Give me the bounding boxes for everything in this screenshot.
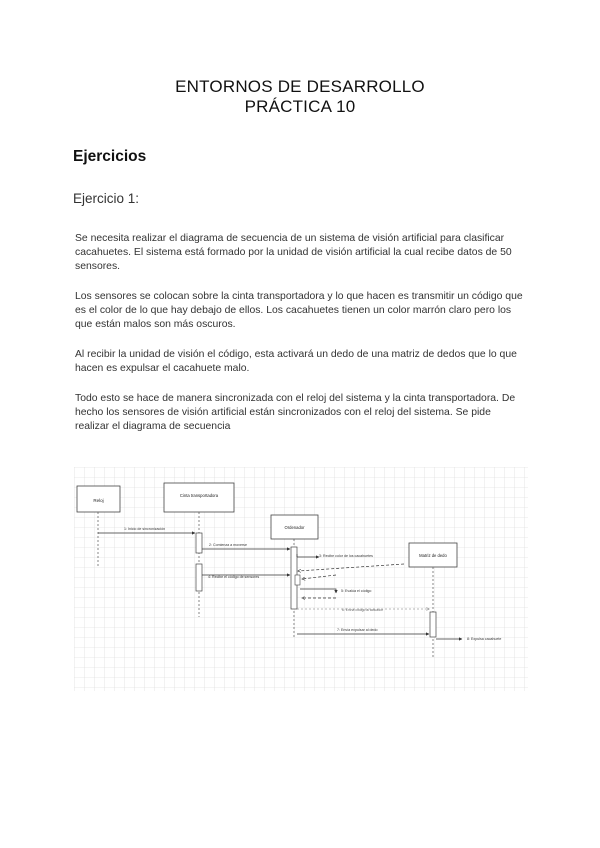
document-title-line-2: PRÁCTICA 10 [244, 97, 356, 116]
message-label-7: 7: Envía expulsar al dedo [337, 628, 378, 632]
paragraph-2: Los sensores se colocan sobre la cinta transportadora y lo que hacen es transmitir un código que es el color de lo que hay debajo de ellos. Los cacahuetes tienen un color marrón claro pero los que están malos son más oscuros. [75, 291, 523, 330]
paragraph-1: Se necesita realizar el diagrama de secuencia de un sistema de visión artificial para clasificar cacahuetes. El sistema está formado por la unidad de visión artificial la cual recibe datos de 50 sensores. [75, 233, 512, 272]
participant-reloj [77, 486, 120, 512]
grid-background [74, 467, 528, 691]
message-label-4: 4: Recibe el código de sensores [208, 575, 260, 579]
message-label-1: 1: Inicio de sincronización [124, 527, 166, 531]
activation-cinta-2 [196, 564, 202, 591]
participant-label-reloj: Reloj [93, 498, 104, 503]
message-label-6: 6: Envía código al actuador [342, 608, 384, 612]
message-label-2: 2: Comienza a moverse [209, 543, 247, 547]
sequence-diagram [74, 467, 528, 691]
exercise-title: Ejercicio 1: [73, 191, 140, 206]
participant-cinta [164, 483, 234, 512]
participant-matriz [409, 543, 457, 567]
participant-label-cinta: Cinta transportadora [179, 493, 219, 498]
paragraph-3: Al recibir la unidad de visión el código, esta activará un dedo de una matriz de dedos que lo que hacen es expulsar el cacahuete malo. [75, 349, 517, 374]
section-heading: Ejercicios [73, 148, 147, 165]
participant-ordenador [271, 515, 318, 539]
message-label-5: 5: Evalúa el código [341, 589, 372, 593]
document-title-line-1: ENTORNOS DE DESARROLLO [175, 77, 425, 96]
activation-cinta-1 [196, 533, 202, 553]
activation-matriz [430, 612, 436, 637]
participant-label-matriz: Matriz de dedo [419, 553, 447, 558]
paragraph-4: Todo esto se hace de manera sincronizada con el reloj del sistema y la cinta transportadora. De hecho los sensores de visión artificial están sincronizados con el reloj del sistema. Se pide realizar el diagrama de secuencia [75, 393, 516, 432]
participant-label-ordenador: Ordenador [284, 525, 305, 530]
activation-ordenador-self [295, 575, 300, 585]
message-label-8: 8: Expulsa cacahuete [467, 637, 502, 641]
message-label-3: 3: Recibe color de los cacahuetes [319, 554, 373, 558]
